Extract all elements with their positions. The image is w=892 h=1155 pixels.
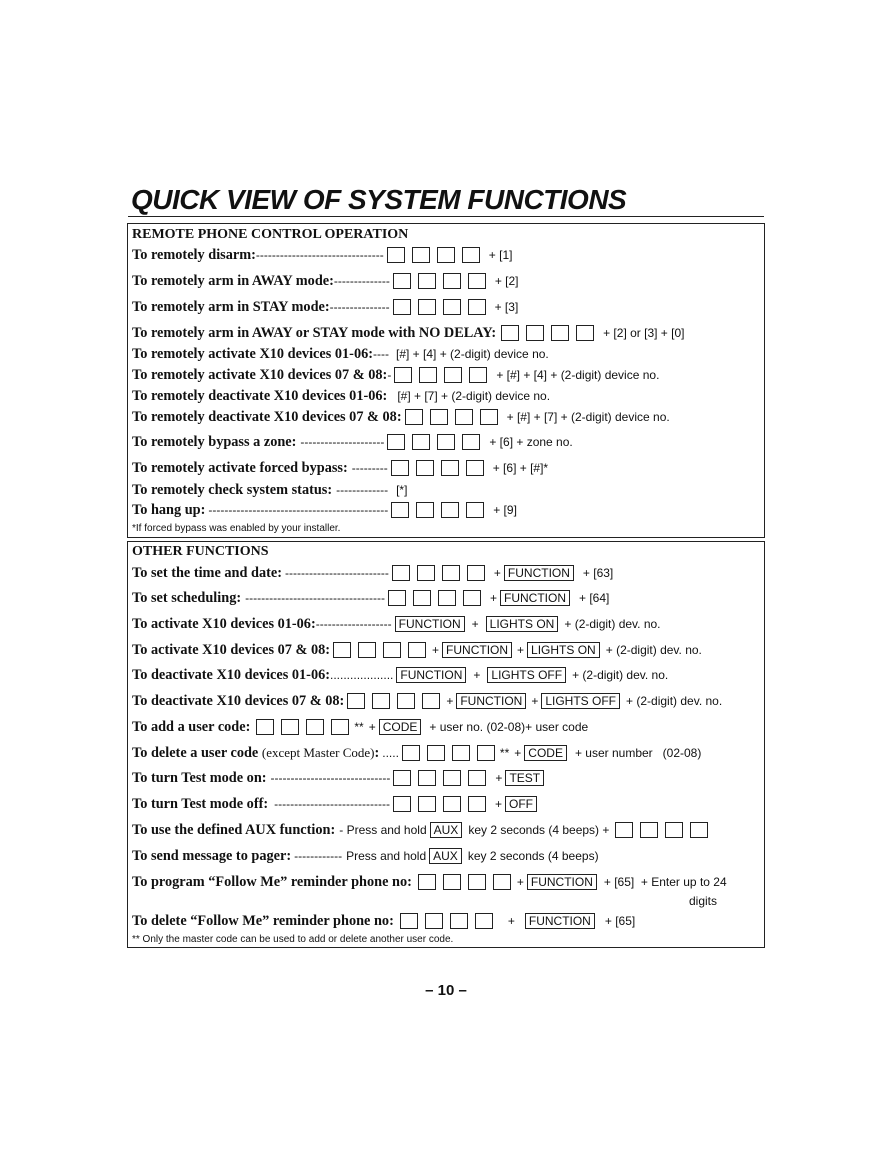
remote-deactivate-x10-01-06-row — [132, 386, 550, 406]
code-digit-box — [443, 273, 461, 289]
leader-dashes: --------- — [351, 461, 388, 475]
code-digit-box — [347, 693, 365, 709]
user-code-boxes — [256, 719, 349, 735]
row-suffix: + [3] — [494, 300, 519, 314]
function-key: FUNCTION — [527, 874, 597, 890]
plus-sign: + — [514, 746, 522, 760]
code-digit-box — [452, 745, 470, 761]
page-title: QUICK VIEW OF SYSTEM FUNCTIONS — [131, 184, 627, 215]
remote-check-status-row — [132, 480, 407, 500]
plus-sign: + — [531, 694, 539, 708]
delete-user-code-row: To delete a user code (except Master Code): ..... ** + CODE + user number (02-08) — [132, 744, 702, 761]
code-digit-box — [442, 565, 460, 581]
code-digit-box — [358, 642, 376, 658]
remote-deactivate-x10-07-08-row — [132, 407, 670, 427]
row-suffix: + [65] + Enter up to 24 — [603, 875, 727, 889]
row-label: To remotely activate X10 devices 07 & 08: — [132, 366, 388, 383]
row-label: To remotely check system status: — [132, 481, 333, 498]
remote-arm-away-row — [132, 271, 519, 291]
leader-dashes: ------------ — [294, 849, 343, 863]
user-code-boxes — [615, 822, 708, 838]
leader-dashes: - — [387, 368, 392, 382]
send-pager-row — [132, 846, 599, 866]
row-label: To delete “Follow Me” reminder phone no: — [132, 912, 394, 929]
code-digit-box — [467, 565, 485, 581]
other-footnote: ** Only the master code can be used to add or delete another user code. — [132, 934, 454, 945]
plus-sign: + — [517, 643, 525, 657]
remote-activate-x10-01-06-row — [132, 344, 549, 364]
set-scheduling-row — [132, 588, 609, 608]
plus-sign: + — [471, 617, 479, 631]
user-code-boxes — [391, 502, 484, 518]
plus-sign: + — [516, 875, 524, 889]
row-label: To remotely deactivate X10 devices 01-06: — [132, 387, 388, 404]
user-code-boxes — [400, 913, 493, 929]
code-digit-box — [418, 299, 436, 315]
plus-sign: + — [473, 668, 481, 682]
page-number: – 10 – — [425, 982, 467, 999]
row-suffix: + (2-digit) dev. no. — [605, 643, 702, 657]
code-digit-box — [526, 325, 544, 341]
code-digit-box — [417, 565, 435, 581]
code-digit-box — [388, 590, 406, 606]
row-label: To remotely activate forced bypass: — [132, 459, 348, 476]
code-digit-box — [333, 642, 351, 658]
lights-off-key: LIGHTS OFF — [487, 667, 566, 683]
code-digit-box — [576, 325, 594, 341]
leader-dashes: ------------- — [336, 483, 389, 497]
code-digit-box — [551, 325, 569, 341]
code-digit-box — [443, 796, 461, 812]
user-code-boxes — [393, 299, 486, 315]
row-suffix: [#] + [4] + (2-digit) device no. — [396, 347, 549, 361]
function-key: FUNCTION — [500, 590, 570, 606]
row-label: To set scheduling: — [132, 589, 242, 606]
row-label: To deactivate X10 devices 07 & 08: — [132, 692, 345, 709]
deactivate-x10-01-06-row — [132, 665, 668, 685]
row-suffix: + [6] + zone no. — [489, 435, 573, 449]
code-digit-box — [438, 590, 456, 606]
row-suffix: + (2-digit) dev. no. — [626, 694, 723, 708]
code-digit-box — [462, 247, 480, 263]
code-digit-box — [400, 913, 418, 929]
except-master-note: (except Master Code) — [261, 744, 375, 760]
user-code-boxes — [393, 796, 486, 812]
leader-dashes: ---- — [373, 347, 389, 361]
code-digit-box — [405, 409, 423, 425]
user-code-boxes — [392, 565, 485, 581]
row-suffix: + [9] — [493, 503, 517, 517]
leader-dashes: -------------------------- — [284, 566, 389, 580]
remote-activate-x10-07-08-row — [132, 365, 659, 385]
user-code-boxes — [394, 367, 487, 383]
lights-on-key: LIGHTS ON — [486, 616, 559, 632]
remote-disarm-row — [132, 245, 512, 265]
plus-sign: + — [432, 643, 440, 657]
row-suffix: + [2] or [3] + [0] — [603, 326, 685, 340]
plus-sign: + — [446, 694, 454, 708]
user-code-boxes — [387, 247, 480, 263]
aux-function-row — [132, 820, 708, 840]
row-label: To remotely arm in STAY mode: — [132, 298, 330, 315]
row-instruction: - Press and hold — [339, 823, 427, 837]
user-code-boxes — [391, 460, 484, 476]
row-suffix: + (2-digit) dev. no. — [572, 668, 669, 682]
leader-dashes: ----------------------------- — [274, 797, 390, 811]
code-digit-box — [416, 460, 434, 476]
set-time-row — [132, 563, 613, 583]
code-digit-box — [413, 590, 431, 606]
remote-arm-stay-row — [132, 297, 518, 317]
code-digit-box — [402, 745, 420, 761]
user-code-boxes — [333, 642, 426, 658]
leader-dashes: ------------------- — [315, 617, 392, 631]
code-digit-box — [444, 367, 462, 383]
row-label: To hang up: — [132, 501, 206, 518]
program-follow-me-row — [132, 872, 727, 892]
leader-dots: ..... — [382, 746, 399, 760]
code-digit-box — [466, 502, 484, 518]
code-digit-box — [455, 409, 473, 425]
leader-dots: ................... — [330, 668, 394, 682]
code-digit-box — [393, 273, 411, 289]
row-label: To activate X10 devices 01-06: — [132, 615, 316, 632]
code-digit-box — [412, 434, 430, 450]
code-digit-box — [615, 822, 633, 838]
code-digit-box — [387, 434, 405, 450]
code-digit-box — [690, 822, 708, 838]
code-digit-box — [408, 642, 426, 658]
code-digit-box — [393, 299, 411, 315]
row-label: To remotely disarm: — [132, 246, 256, 263]
row-suffix: + user number (02-08) — [574, 746, 702, 760]
leader-dashes: -------------- — [333, 274, 390, 288]
row-label: To turn Test mode off: — [132, 795, 269, 812]
user-code-boxes — [418, 874, 511, 890]
row-suffix: + [#] + [7] + (2-digit) device no. — [506, 410, 670, 424]
row-suffix: + [6] + [#]* — [492, 461, 549, 475]
row-suffix: + [1] — [488, 248, 513, 262]
leader-dashes: --------------------- — [300, 435, 385, 449]
code-digit-box — [475, 913, 493, 929]
code-key: CODE — [524, 745, 567, 761]
plus-sign: + — [495, 797, 503, 811]
aux-key: AUX — [430, 822, 463, 838]
off-key: OFF — [505, 796, 537, 812]
remote-footnote: *If forced bypass was enabled by your installer. — [132, 523, 341, 534]
row-suffix: + [63] — [582, 566, 614, 580]
code-digit-box — [468, 273, 486, 289]
code-digit-box — [393, 796, 411, 812]
other-section-heading: OTHER FUNCTIONS — [132, 544, 269, 559]
row-label: To remotely arm in AWAY or STAY mode with NO DELAY: — [132, 324, 497, 341]
code-digit-box — [443, 299, 461, 315]
code-digit-box — [443, 770, 461, 786]
function-key: FUNCTION — [395, 616, 465, 632]
row-instruction: Press and hold — [346, 849, 427, 863]
function-key: FUNCTION — [504, 565, 574, 581]
user-code-boxes — [402, 745, 495, 761]
row-instruction-end: key 2 seconds (4 beeps) — [467, 849, 599, 863]
code-digit-box — [640, 822, 658, 838]
code-digit-box — [394, 367, 412, 383]
row-label: To remotely deactivate X10 devices 07 & 08: — [132, 408, 402, 425]
code-digit-box — [306, 719, 324, 735]
plus-sign: + — [493, 566, 501, 580]
code-digit-box — [462, 434, 480, 450]
code-digit-box — [281, 719, 299, 735]
row-suffix: + [64] — [579, 591, 610, 605]
code-digit-box — [391, 460, 409, 476]
code-digit-box — [450, 913, 468, 929]
aux-key: AUX — [429, 848, 462, 864]
row-suffix: + user no. (02-08)+ user code — [429, 720, 589, 734]
code-digit-box — [425, 913, 443, 929]
remote-no-delay-row — [132, 323, 684, 343]
code-digit-box — [383, 642, 401, 658]
code-digit-box — [468, 299, 486, 315]
user-code-boxes — [347, 693, 440, 709]
row-suffix: + (2-digit) dev. no. — [564, 617, 661, 631]
row-instruction-end: key 2 seconds (4 beeps) + — [468, 823, 610, 837]
code-digit-box — [392, 565, 410, 581]
row-label: To send message to pager: — [132, 847, 292, 864]
row-suffix: + [65] — [604, 914, 636, 928]
code-digit-box — [441, 502, 459, 518]
code-digit-box — [412, 247, 430, 263]
code-digit-box — [397, 693, 415, 709]
code-digit-box — [387, 247, 405, 263]
remote-hang-up-row — [132, 500, 517, 520]
delete-follow-me-row — [132, 911, 635, 931]
leader-dashes: ----------------------------------- — [245, 591, 385, 605]
code-digit-box — [416, 502, 434, 518]
code-digit-box — [468, 770, 486, 786]
user-code-boxes — [388, 590, 481, 606]
code-digit-box — [468, 874, 486, 890]
code-digit-box — [419, 367, 437, 383]
code-digit-box — [393, 770, 411, 786]
code-digit-box — [443, 874, 461, 890]
code-digit-box — [427, 745, 445, 761]
code-key: CODE — [379, 719, 422, 735]
row-label: To remotely bypass a zone: — [132, 433, 297, 450]
code-digit-box — [418, 770, 436, 786]
function-key: FUNCTION — [442, 642, 512, 658]
remote-forced-bypass-row — [132, 458, 548, 478]
test-mode-on-row — [132, 768, 547, 788]
leader-dashes: ------------------------------ — [270, 771, 391, 785]
code-digit-box — [391, 502, 409, 518]
user-code-boxes — [405, 409, 498, 425]
lights-off-key: LIGHTS OFF — [541, 693, 620, 709]
label-colon: : — [374, 744, 380, 761]
row-label: To deactivate X10 devices 01-06: — [132, 666, 331, 683]
code-digit-box — [437, 247, 455, 263]
code-digit-box — [418, 273, 436, 289]
code-digit-box — [493, 874, 511, 890]
leader-dashes: -------------------------------- — [255, 248, 384, 262]
title-rule — [128, 216, 764, 217]
function-key: FUNCTION — [396, 667, 466, 683]
function-key: FUNCTION — [456, 693, 526, 709]
code-digit-box — [372, 693, 390, 709]
lights-on-key: LIGHTS ON — [527, 642, 600, 658]
code-digit-box — [665, 822, 683, 838]
user-code-boxes — [393, 770, 486, 786]
plus-sign: + — [507, 914, 515, 928]
code-digit-box — [418, 874, 436, 890]
code-digit-box — [430, 409, 448, 425]
row-suffix-continued: digits — [689, 894, 718, 908]
activate-x10-07-08-row — [132, 640, 702, 660]
row-label: To delete a user code — [132, 744, 259, 761]
row-label: To remotely arm in AWAY mode: — [132, 272, 334, 289]
deactivate-x10-07-08-row — [132, 691, 722, 711]
row-label: To use the defined AUX function: — [132, 821, 336, 838]
user-code-boxes — [387, 434, 480, 450]
activate-x10-01-06-row — [132, 614, 661, 634]
add-user-code-row: To add a user code: ** + CODE + user no. (02-08)+ user code — [132, 718, 589, 735]
row-label: To add a user code: — [132, 718, 251, 735]
remote-bypass-zone-row — [132, 432, 573, 452]
row-suffix: + [#] + [4] + (2-digit) device no. — [496, 368, 660, 382]
plus-sign: + — [368, 720, 376, 734]
code-digit-box — [422, 693, 440, 709]
code-digit-box — [469, 367, 487, 383]
remote-section-heading: REMOTE PHONE CONTROL OPERATION — [132, 227, 409, 242]
test-mode-off-row — [132, 794, 540, 814]
code-digit-box — [466, 460, 484, 476]
code-digit-box — [441, 460, 459, 476]
leader-dashes: --------------------------------------------- — [208, 503, 389, 517]
code-digit-box — [463, 590, 481, 606]
row-label: To set the time and date: — [132, 564, 282, 581]
row-label: To turn Test mode on: — [132, 769, 267, 786]
code-digit-box — [468, 796, 486, 812]
code-digit-box — [480, 409, 498, 425]
row-label: To remotely activate X10 devices 01-06: — [132, 345, 374, 362]
plus-sign: + — [489, 591, 497, 605]
code-digit-box — [256, 719, 274, 735]
row-suffix: [#] + [7] + (2-digit) device no. — [397, 389, 551, 403]
user-code-boxes — [393, 273, 486, 289]
row-suffix: [*] — [396, 483, 408, 497]
row-label: To program “Follow Me” reminder phone no: — [132, 873, 412, 890]
code-digit-box — [477, 745, 495, 761]
code-digit-box — [331, 719, 349, 735]
code-digit-box — [418, 796, 436, 812]
row-label: To activate X10 devices 07 & 08: — [132, 641, 331, 658]
code-digit-box — [501, 325, 519, 341]
row-suffix: + [2] — [494, 274, 519, 288]
user-code-boxes — [501, 325, 594, 341]
test-key: TEST — [505, 770, 544, 786]
row-label-note — [258, 745, 379, 762]
function-key: FUNCTION — [525, 913, 595, 929]
plus-sign: + — [495, 771, 503, 785]
code-digit-box — [437, 434, 455, 450]
leader-dashes: --------------- — [329, 300, 390, 314]
